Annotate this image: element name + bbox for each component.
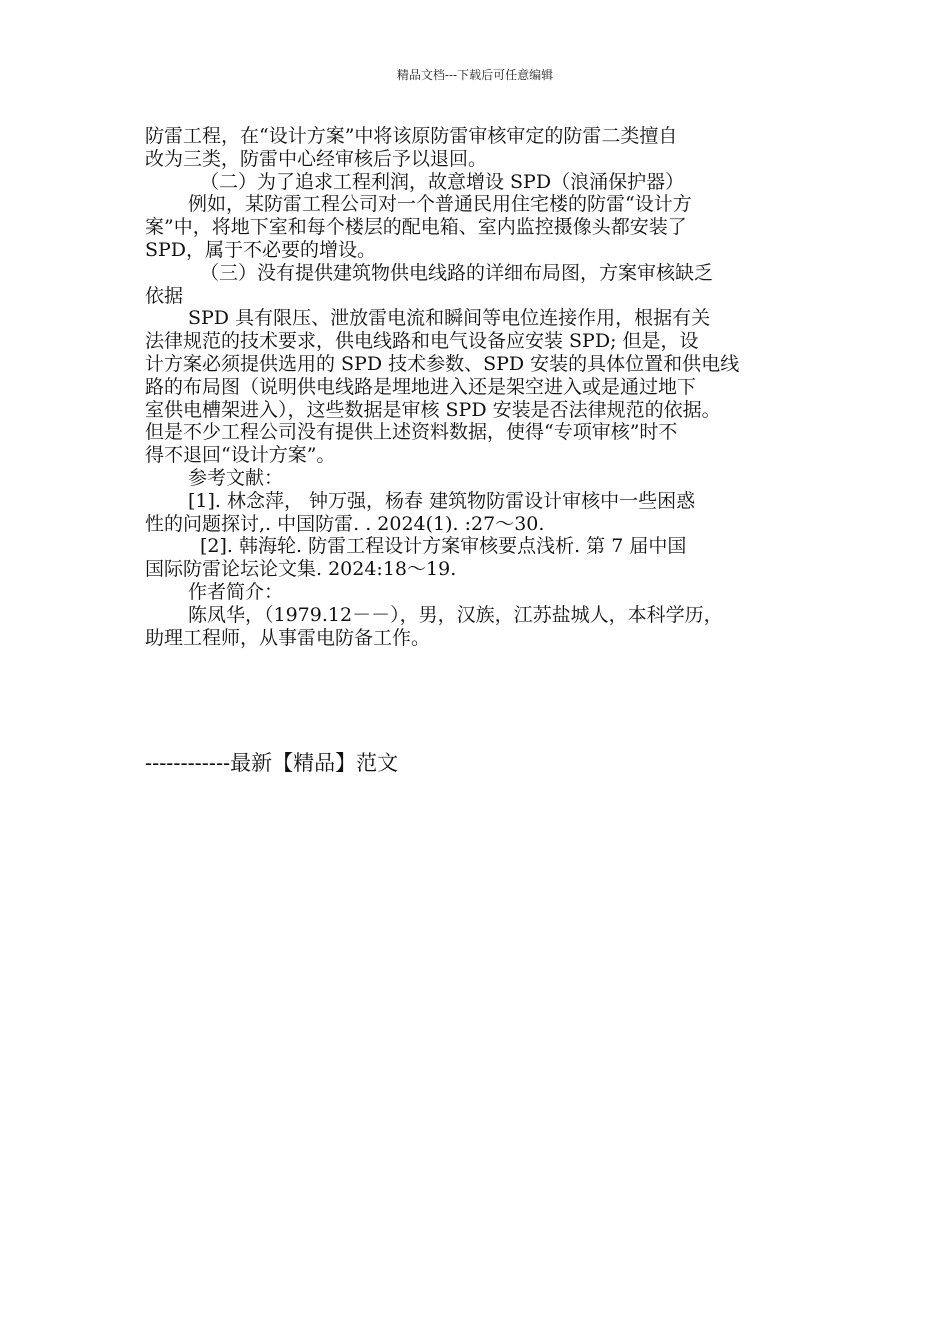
body-line: 法律规范的技术要求，供电线路和电气设备应安装 SPD; 但是，设 <box>145 330 699 353</box>
body-line: SPD，属于不必要的增设。 <box>145 238 377 261</box>
author-bio: 助理工程师，从事雷电防备工作。 <box>145 626 431 649</box>
reference-item: [2]. 韩海轮. 防雷工程设计方案审核要点浅析. 第 7 届中国 <box>200 535 687 558</box>
reference-item: 性的问题探讨,. 中国防雷. . 2024(1). :27～30. <box>145 512 545 535</box>
body-line: SPD 具有限压、泄放雷电流和瞬间等电位连接作用，根据有关 <box>188 307 711 330</box>
body-line: 但是不少工程公司没有提供上述资料数据，使得“专项审核”时不 <box>145 421 678 444</box>
body-line: 依据 <box>145 284 184 307</box>
body-line: 防雷工程，在“设计方案”中将该原防雷审核审定的防雷二类擅自 <box>145 125 678 147</box>
body-line: 计方案必须提供选用的 SPD 技术参数、SPD 安装的具体位置和供电线 <box>145 352 740 375</box>
reference-item: 国际防雷论坛论文集. 2024:18～19. <box>145 558 457 581</box>
section-heading: （三）没有提供建筑物供电线路的详细布局图，方案审核缺乏 <box>200 261 714 284</box>
section-heading: （二）为了追求工程利润，故意增设 SPD（浪涌保护器） <box>200 170 685 193</box>
body-line: 路的布局图（说明供电线路是埋地进入还是架空进入或是通过地下 <box>145 375 697 398</box>
page-footer: ------------最新【精品】范文 <box>145 751 399 775</box>
body-line: 改为三类，防雷中心经审核后予以退回。 <box>145 147 488 170</box>
document-body <box>145 125 813 649</box>
body-line: 案”中，将地下室和每个楼层的配电箱、室内监控摄像头都安装了 <box>145 216 687 239</box>
author-bio: 陈凤华，（1979.12－－），男，汉族，江苏盐城人，本科学历， <box>188 603 723 626</box>
page-header: 精品文档---下载后可任意编辑 <box>396 68 554 82</box>
body-line: 室供电槽架进入），这些数据是审核 SPD 安装是否法律规范的依据。 <box>145 398 721 421</box>
body-line: 得不退回“设计方案”。 <box>145 444 336 467</box>
reference-item: [1]. 林念萍， 钟万强，杨春 建筑物防雷设计审核中一些困惑 <box>188 489 696 512</box>
author-heading: 作者简介： <box>188 580 284 603</box>
references-heading: 参考文献： <box>188 466 284 489</box>
body-line: 例如，某防雷工程公司对一个普通民用住宅楼的防雷“设计方 <box>188 193 692 216</box>
